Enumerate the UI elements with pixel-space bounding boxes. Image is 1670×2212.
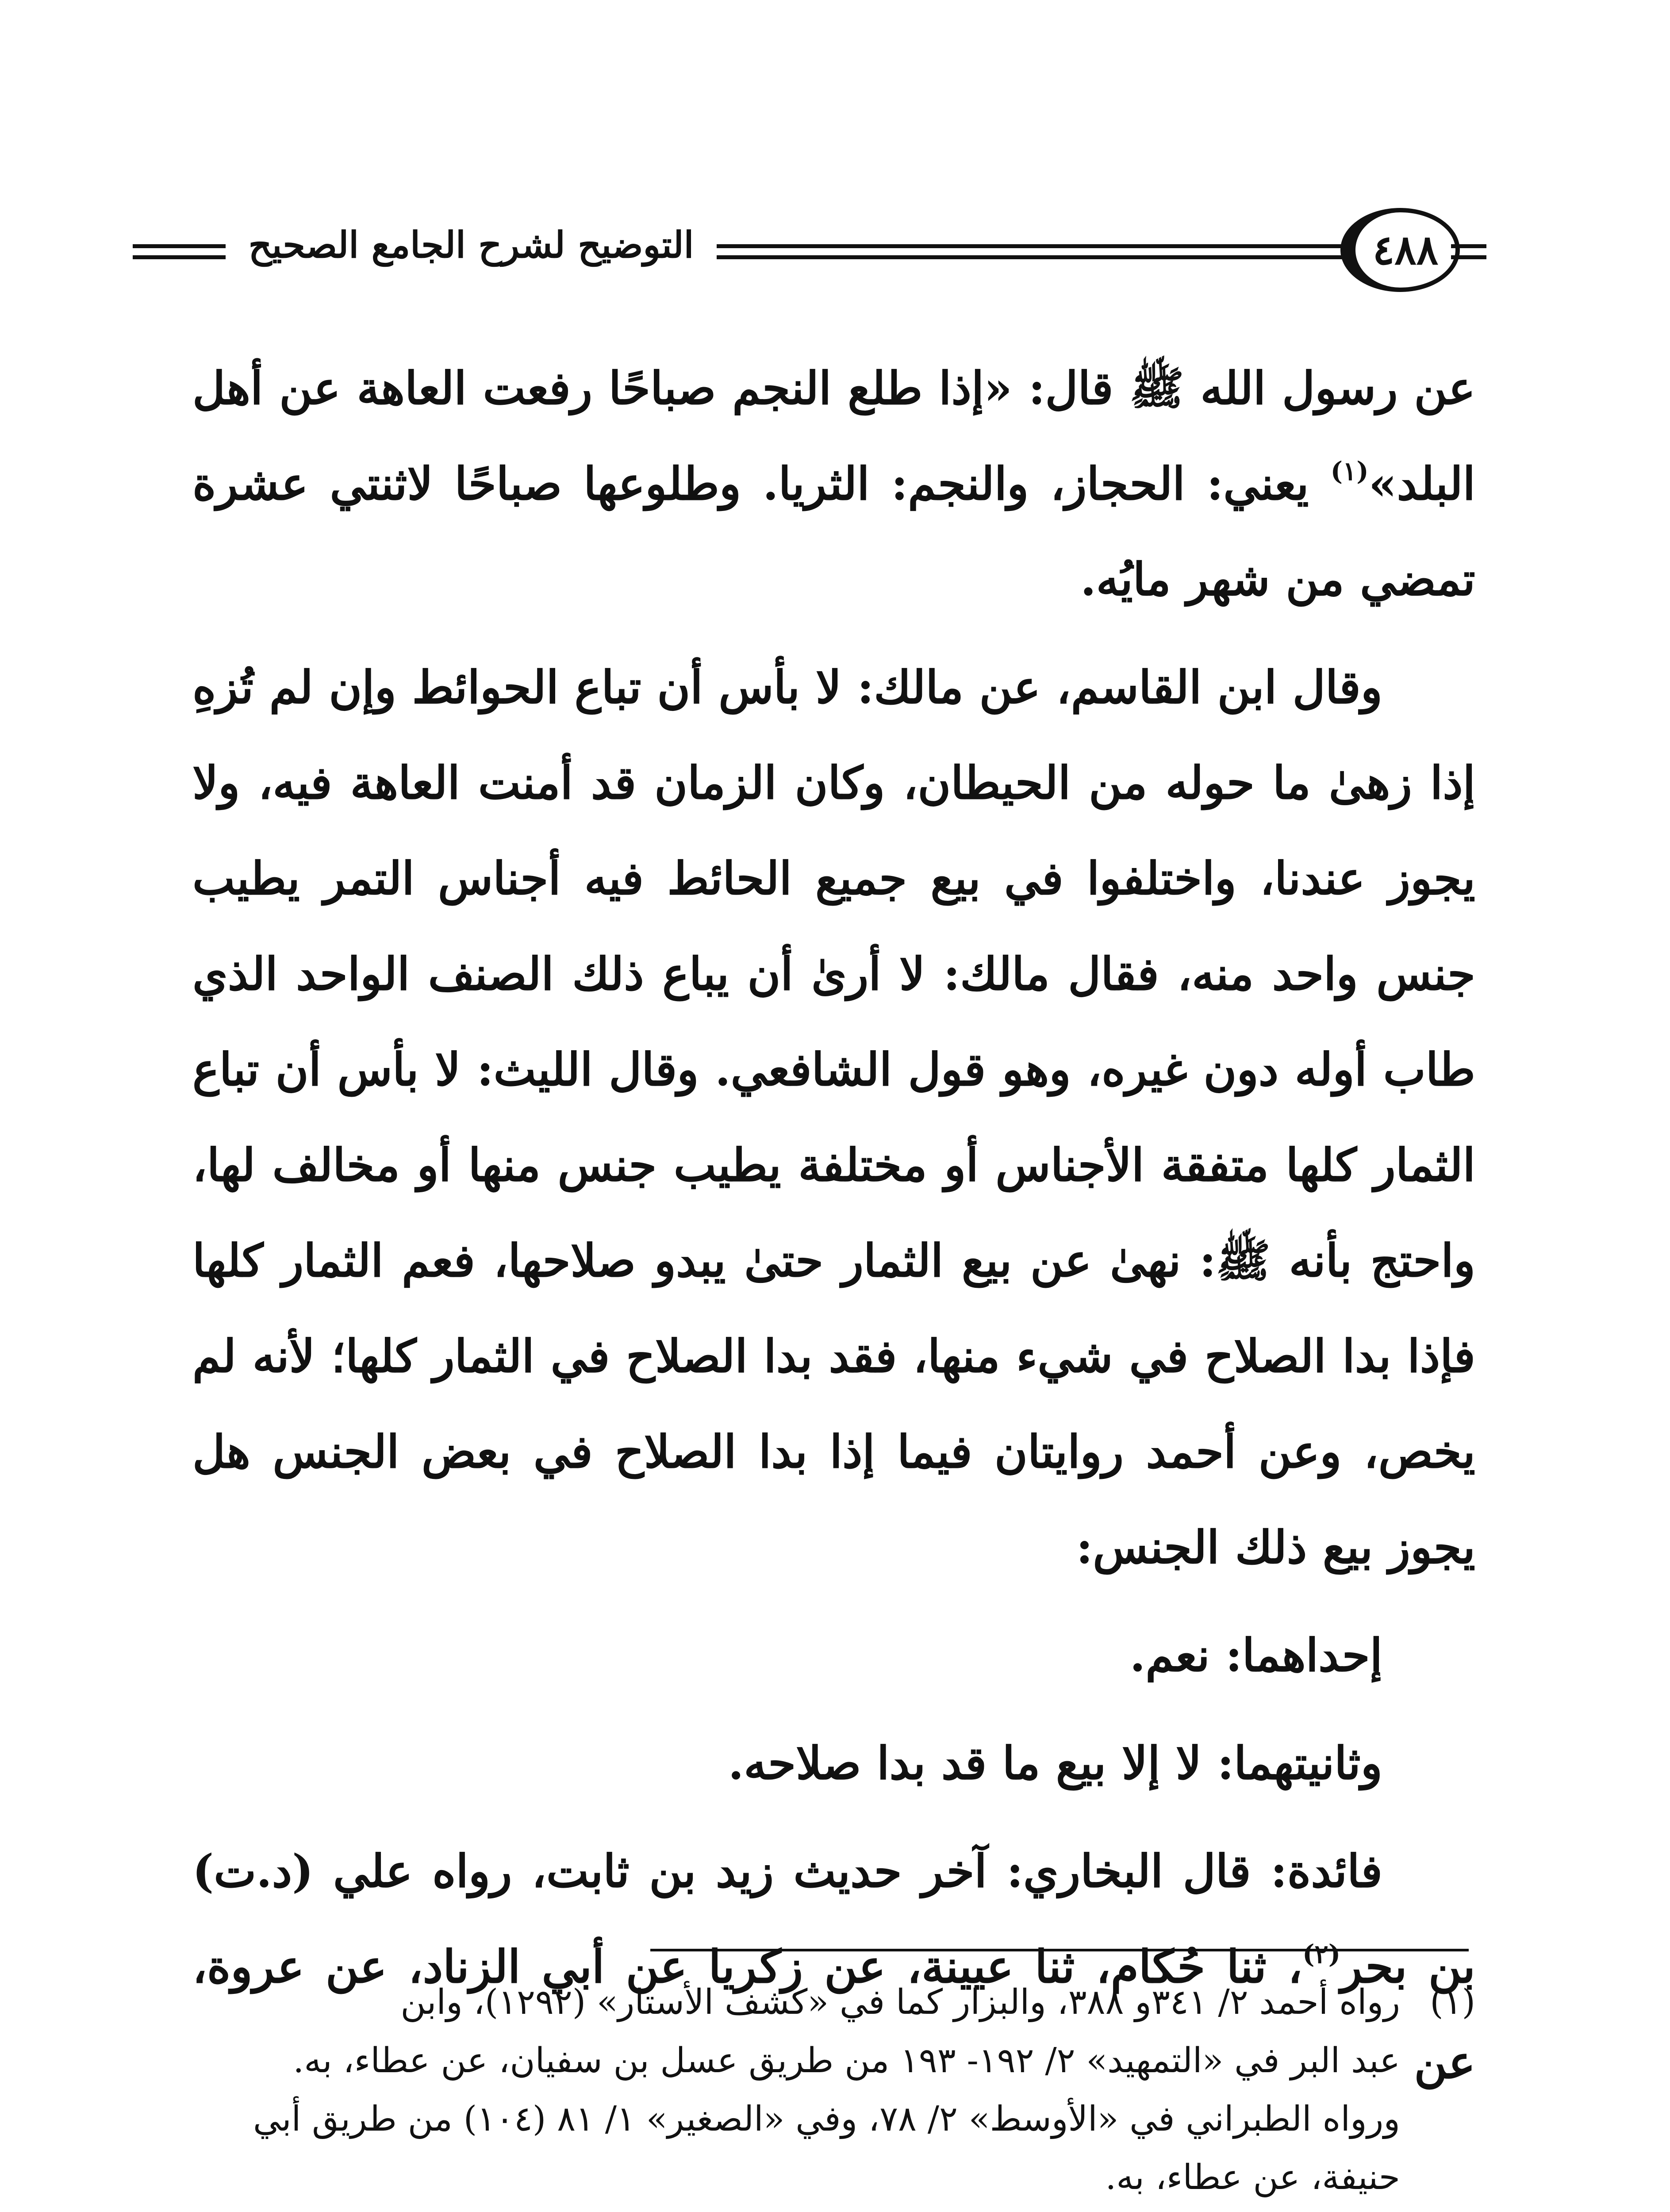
footnote-line: ورواه الطبراني في «الأوسط» ٢/ ٧٨، وفي «الصغير» ١/ ٨١ (١٠٤) من طريق أبي (253, 2099, 1400, 2139)
paragraph-2: وقال ابن القاسم، عن مالك: لا بأس أن تباع الحوائط وإن لم تُزهِ إذا زهىٰ ما حوله من الحيطان، وكان الزمان قد أمنت العاهة فيه، ولا يجوز عندنا، واختلفوا في بيع جميع الحائط فيه أجناس التمر يطيب جنس واحد منه، فقال مالك: لا أرىٰ أن يباع ذلك الصنف الواحد الذي طاب أوله دون غيره، وهو قول الشافعي. وقال الليث: لا بأس أن تباع الثمار كلها متفقة الأجناس أو مختلفة يطيب جنس منها أو مخالف لها، واحتج بأنه ﷺ: نهىٰ عن بيع الثمار حتىٰ يبدو صلاحها، فعم الثمار كلها فإذا بدا الصلاح في شيء منها، فقد بدا الصلاح في الثمار كلها؛ لأنه لم يخص، وعن أحمد روايتان فيما إذا بدا الصلاح في بعض الجنس هل يجوز بيع ذلك الجنس: (192, 661, 1475, 1574)
footnote-separator (650, 1949, 1469, 1951)
paragraph-1 (192, 341, 1475, 627)
paragraph-4: وثانيتهما: لا إلا بيع ما قد بدا صلاحه. (728, 1737, 1382, 1790)
page-number: ٤٨٨ (1340, 208, 1460, 292)
footnote-ref-1: (١) (1330, 456, 1369, 486)
footnote-line: عبد البر في «التمهيد» ٢/ ١٩٢- ١٩٣ من طريق عسل بن سفيان، عن عطاء، به. (293, 2041, 1400, 2081)
footnote-1-number: (١) (1430, 1982, 1475, 2022)
header-rule-right (1451, 244, 1486, 259)
header-rule-middle (717, 244, 1345, 259)
footnote-1 (184, 1973, 1475, 2212)
footnote-line (184, 2207, 1400, 2212)
footnote-ref-2: (٢) (1302, 1939, 1341, 1969)
main-text (192, 341, 1475, 2110)
paragraph-3: إحداهما: نعم. (1129, 1629, 1382, 1682)
page-header (133, 208, 1486, 305)
header-rule-left (133, 244, 226, 259)
book-title: التوضيح لشرح الجامع الصحيح (248, 224, 694, 266)
paragraph-5-text-cont: ، ثنا حُكام، ثنا عيينة، عن زكريا عن أبي الزناد، عن عروة، عن (192, 1940, 1475, 2089)
paragraph-5-text: فائدة: قال البخاري: آخر حديث زيد بن ثابت، رواه علي (د.ت) بن بحر (192, 1845, 1475, 1993)
paragraph-1-text: عن رسول الله ﷺ قال: «إذا طلع النجم صباحًا رفعت العاهة عن أهل البلد» (192, 362, 1475, 511)
footnote-line: حنيفة، عن عطاء، به. (1105, 2158, 1400, 2197)
footnote-1-body (184, 1973, 1400, 2212)
paragraph-1-text-cont: يعني: الحجاز، والنجم: الثريا. وطلوعها صباحًا لاثنتي عشرة تمضي من شهر مايُه. (192, 457, 1475, 606)
footnote-line: رواه أحمد ٢/ ٣٤١و ٣٨٨، والبزار كما في «كشف الأستار» (١٢٩٢)، وابن (400, 1982, 1400, 2022)
footnotes (184, 1973, 1475, 2212)
